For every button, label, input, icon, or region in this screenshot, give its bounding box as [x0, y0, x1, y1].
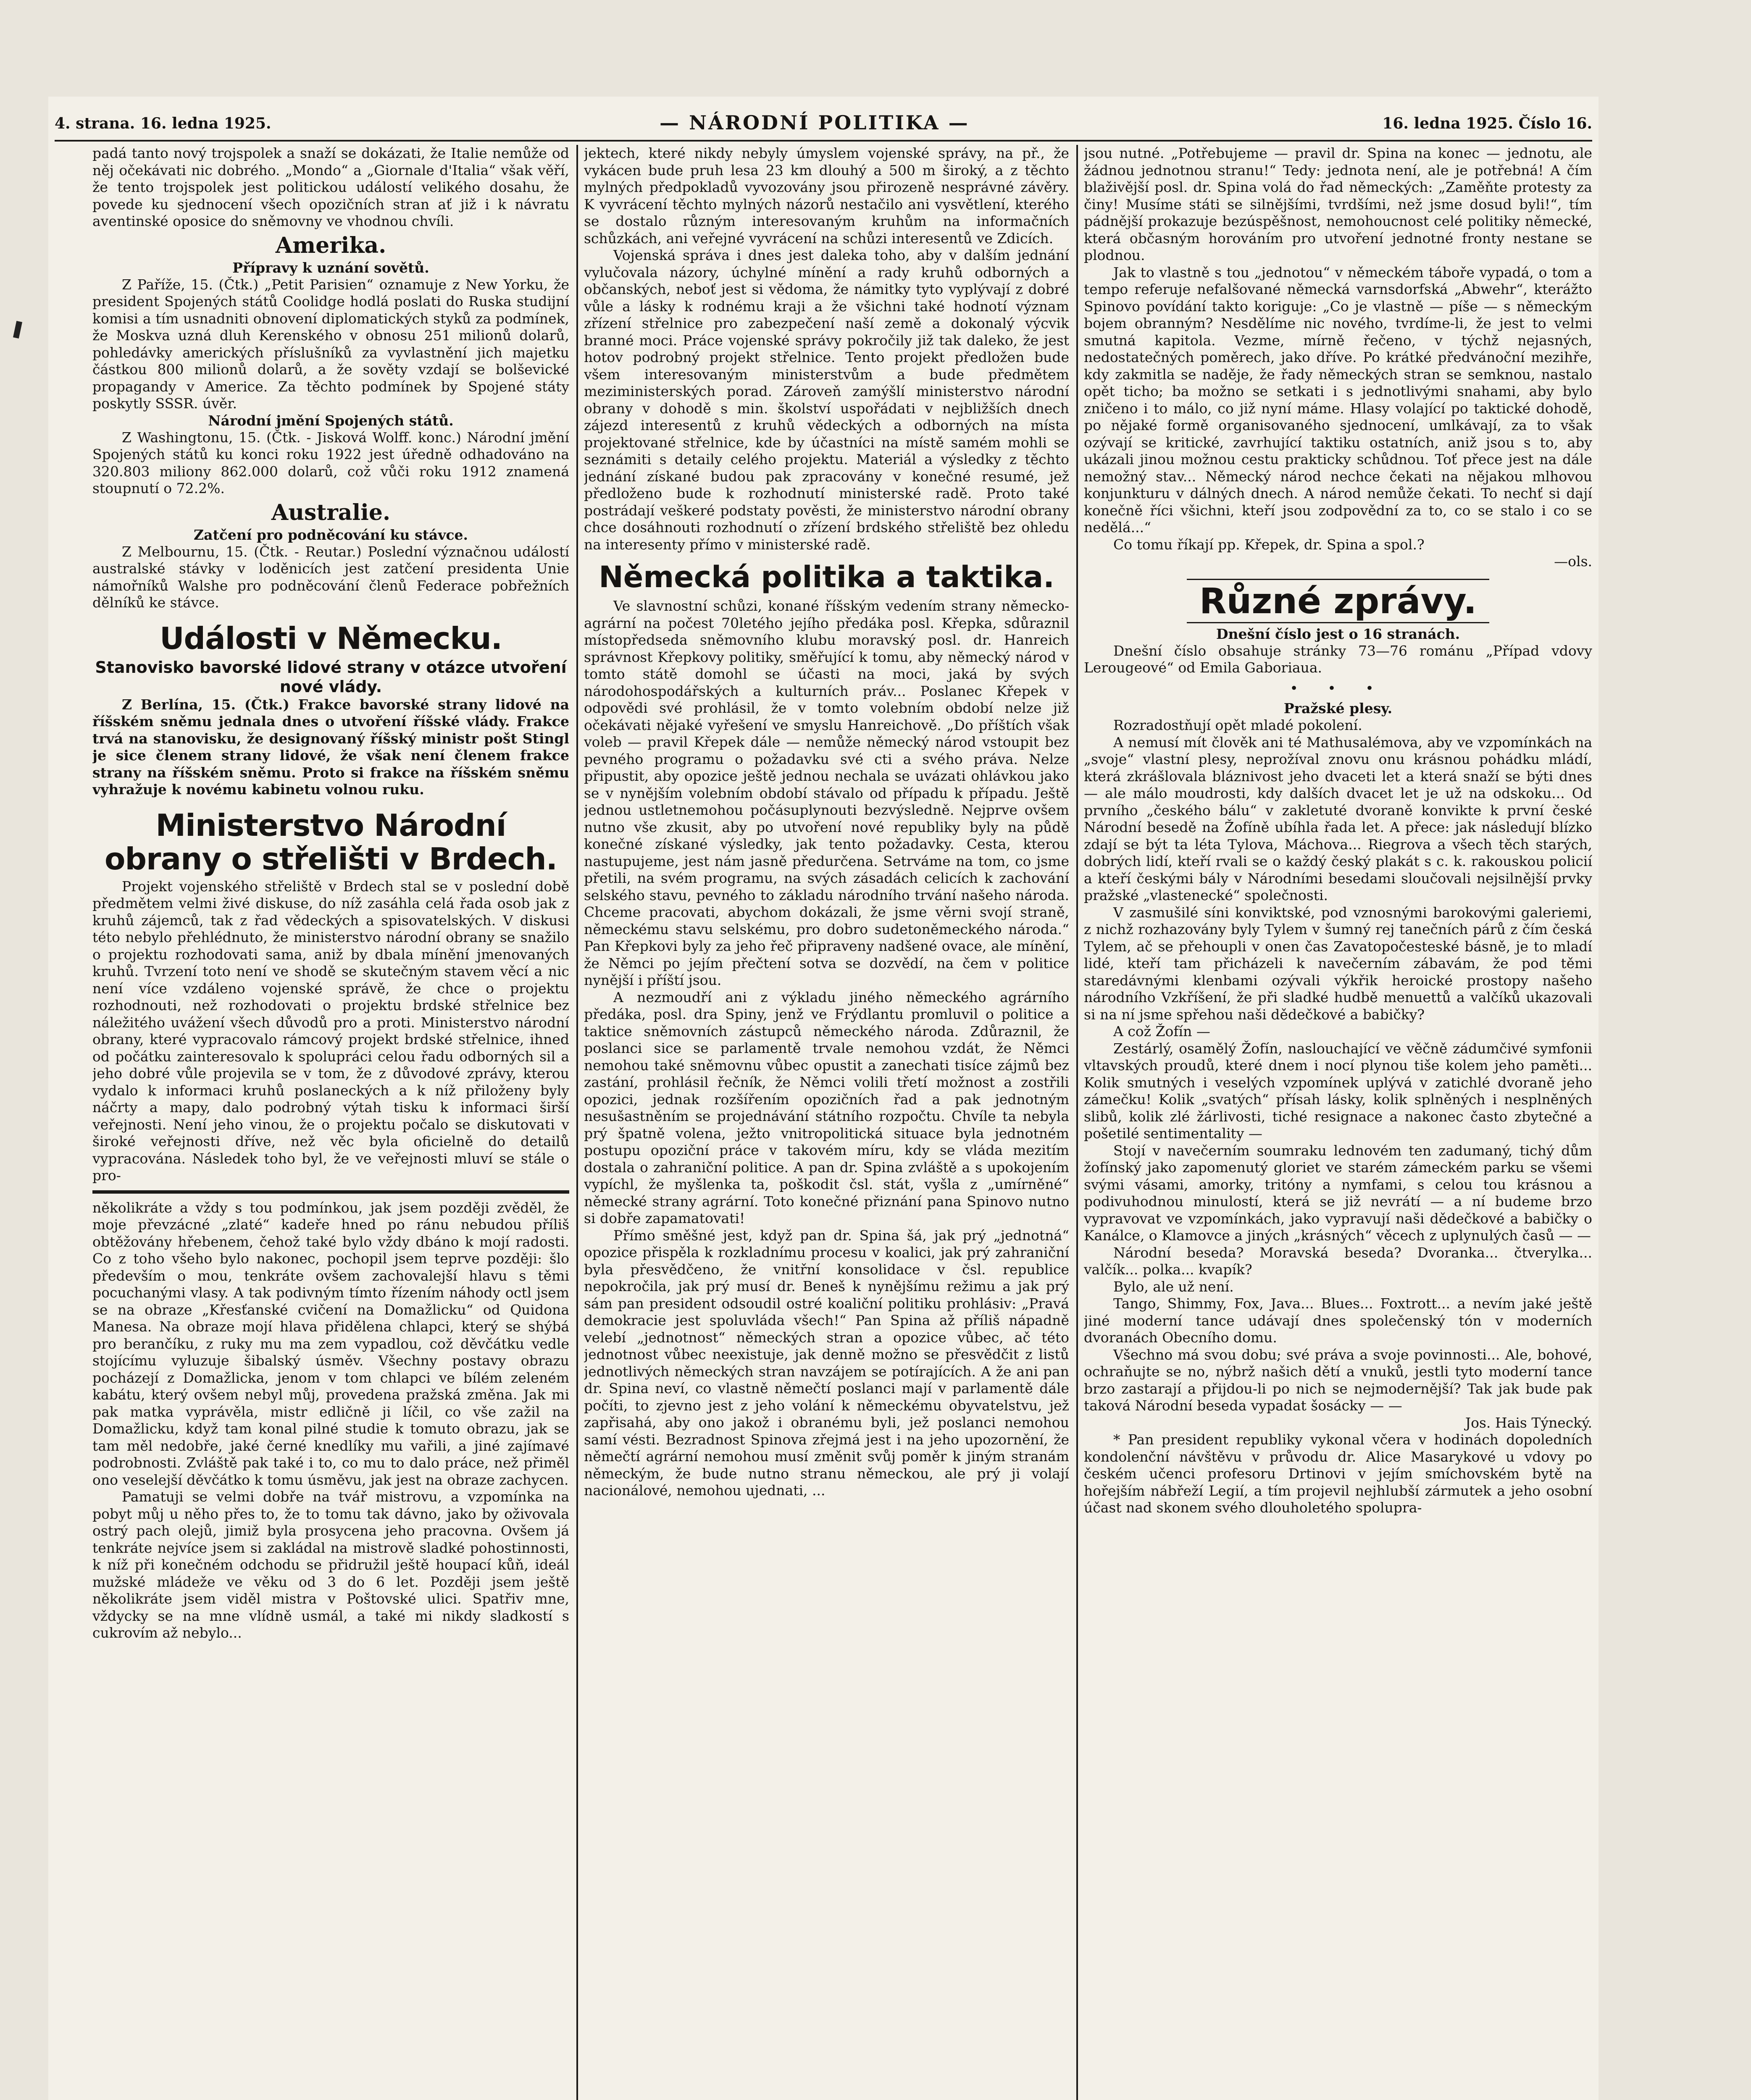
article-text: Dnešní číslo obsahuje stránky 73—76 románu „Případ vdovy Lerougeové“ od Emila Gaboriaua.: [1084, 642, 1592, 676]
separator-dots: • • •: [1290, 680, 1386, 696]
headline: Německá politika a taktika.: [599, 560, 1054, 594]
headline: Události v Německu.: [160, 620, 502, 656]
article-text: Z Paříže, 15. (Čtk.) „Petit Parisien“ oznamuje z New Yorku, že president Spojených států Coolidge hodlá poslati do Ruska studijní komisi a tím usnadniti obnovení diplomatických styků za podmínek, že Moskva uzná dluh Kerenského v obnosu 251 milionů dolarů, pohledávky amerických příslušníků za vyvlastnění jich majetku částkou 800 milionů dolarů, a že sověty vzdají se bolševické propagandy v Americe. Za těchto podmínek by Spojené státy poskytly SSSR. úvěr.: [92, 276, 569, 412]
section-heading: Australie.: [271, 499, 391, 525]
article-text: jsou nutné. „Potřebujeme — pravil dr. Spina na konec — jednotu, ale žádnou jednotnou stranu!“ Tedy: jednota není, ale je potřebná! A čím blaživější posl. dr. Spina volá do řad německých: „Zaměňte protesty za činy! Musíme státi se silnějšími, tvrdšími, než jsme dosud byli!“, tím pádnější prokazuje bezúspěšnost, nemohoucnost celé politiky německé, která občasným horováním pro utvoření jednotné fronty nestane se plodnou.: [1084, 145, 1592, 263]
page-header: [55, 107, 1592, 141]
feuilleton-rule: [92, 1190, 569, 1194]
feuilleton-text: Pamatuji se velmi dobře na tvář mistrovu, a vzpomínka na pobyt můj u něho přes to, že to tomu tak dávno, jako by oživovala ostrý pach olejů, jimiž byla prosycena jeho pracovna. Ovšem já tenkráte nejvíce jsem si zakládal na mistrově sladké pohostinnosti, k níž při konečném odchodu se přidružil ještě houpací kůň, ideál mužské mládeže ve věku od 3 do 6 let. Později jsem ještě několikráte jsem viděl mistra v Poštovské ulici. Spatřiv mne, vždycky se na mne vlídně usmál, a také mi nikdy sladkostí s cukrovím až nebylo...: [92, 1488, 569, 1641]
subheading: Stanovisko bavorské lidové strany v otázce utvoření nové vlády.: [95, 658, 567, 696]
header-rule: [55, 140, 1592, 142]
article-text: Co tomu říkají pp. Křepek, dr. Spina a spol.?: [1113, 536, 1425, 553]
article-text: * Pan president republiky vykonal včera v hodinách dopoledních kondolenční návštěvu v průvodu dr. Alice Masarykové u vdovy po českém učenci profesoru Drtinovi v jejím smíchovském bytě na hořejším nábřeží Legií, a tím projevil nejhlubší zármutek a jeho osobní účast nad skonem svého dlouholetého spolupra-: [1084, 1431, 1592, 1516]
article-text: V zasmušilé síni konviktské, pod vznosnými barokovými galeriemi, z nichž rozhazovány byly Tylem v šumný rej tanečních párů z čím česká Tylem, ač se přehoupli v onen čas Zavatopočesteské básně, je to mladí lidé, kteří tam přicházeli k navečerním zábavám, že pod těmi staredávnými klenbami ozývali výkřik heroické prostopy našeho národního Vzkříšení, že při sladké hudbě menuettů a valčíků ukazovali si na ní jsme spřehou naši dědečkové a babičky?: [1084, 904, 1592, 1023]
article-text: Ve slavnostní schůzi, konané říšským vedením strany německo-agrární na počest 70letého jejího předáka posl. Křepka, sdůraznil místopředseda sněmovního klubu moravský posl. dr. Hanreich správnost Křepkovy politiky, směřující k tomu, aby německý národ v tomto státě domohl se účasti na moci, jaká by svých národohospodářských a kulturních práv... Poslanec Křepek v odpovědi své prohlásil, že v tomto volebním období nelze již očekávati nějaké vyřešení ve smyslu Hanreichově. „Do příštích však voleb — pravil Křepek dále — nemůže německý národ vstoupit bez pevného programu o požadavku své cti a svého práva. Nelze připustit, aby opozice ještě jednou nechala se uvázati ohlávkou jako se v nynějším volebním období stávalo od případu k případu. Ještě jednou ustletnemohou počásuplynouti bezvýsledně. Nejprve ovšem nutno vše zkusit, aby po utvoření nové republiky byly na půdě konečné získané výsledky, jak tento požadavky. Cesta, kterou nastupujeme, jest nám jasně předurčena. Setrváme na tom, co jsme přetili, na svém programu, na svých zásadách celicích k zachování selského stavu, pevného to základu národního trvání našeho národa. Chceme pracovati, abychom dokázali, že jsme věrni svojí straně, německému stavu selskému, pro dobro sudetoněmeckého národa.“ Pan Křepkovi byly za jeho řeč připraveny nadšené ovace, ale mínění, že Němci po jejím přečtení sotva se dozvědí, na čem v politice nynější i příští jsou.: [584, 598, 1069, 988]
article-text: Rozradostňují opět mladé pokolení.: [1113, 717, 1362, 733]
article-text: Všechno má svou dobu; své práva a svoje povinnosti... Ale, bohové, ochraňujte se no, nýbrž našich dětí a vnuků, jestli tyto moderní tance brzo zastarají a přijdou-li po nich se nejmodernější? Tak jak bude pak taková Národní beseda vypadat šosácky — —: [1084, 1346, 1592, 1414]
article-text: Jak to vlastně s tou „jednotou“ v německém táboře vypadá, o tom a tempo referuje nefalšované německá varnsdorfská „Abwehr“, kterážto Spinovo povídání takto koriguje: „Co je vlastně — píše — s německým bojem obranným? Nesdělíme nic nového, tvrdíme-li, že jest to velmi smutná kapitola. Vezme, mírně řečeno, v týchž nejasných, nedostatečných poměrech, jako dříve. Po krátké předvánoční mezihře, kdy zakmitla se naděje, že řady německých stran se semknou, nastalo opět ticho; ba možno se setkati i s jednotlivými snahami, aby bylo zničeno i to málo, co již nyní máme. Hlasy volající po taktické dohodě, po nějaké formě organisovaného sjednocení, umlkávají, za to však ozývají se kritické, zavrhující taktiku ostatních, aniž jsou s to, aby ukázali jinou možnou cestu prakticky schůdnou. Toť přece jest na dále nemožný stav... Německý národ nechce čekati na nějakou mlhovou konjunkturu v dálných dnech. A národ nemůže čekati. To nechť si dají konečně říci všichni, kteří jsou zodpovědní za to, co se stalo i co se nedělá...“: [1084, 264, 1592, 536]
header-page-info: 4. strana. 16. ledna 1925.: [55, 115, 271, 132]
section-heading: Amerika.: [275, 232, 386, 258]
article-text: Národní beseda? Moravská beseda? Dvoranka... čtverylka... valčík... polka... kvapík?: [1084, 1244, 1592, 1278]
binding-mark: [13, 321, 22, 339]
subheading: Přípravy k uznání sovětů.: [232, 259, 429, 276]
article-text: Z Washingtonu, 15. (Čtk. - Jisková Wolff. konc.) Národní jmění Spojených států ku konci roku 1922 jest úředně odhadováno na 320.803 miliony 862.000 dolarů, což vůči roku 1912 znamená stoupnutí o 72.2%.: [92, 429, 569, 496]
article-text: jektech, které nikdy nebyly úmyslem vojenské správy, na př., že vykácen bude pruh lesa 23 km dlouhý a 500 m široký, a z těchto mylných předpokladů vyvozovány jsou přirozeně nesprávné závěry. K vyvrácení těchto mylných názorů nestačilo ani vysvětlení, kterého se dostalo různým interesovaným kruhům na informačních schůzkách, ani veřejné vyvrácení na schůzi interesentů ve Zdicích.: [584, 145, 1069, 247]
article-text: Z Berlína, 15. (Čtk.) Frakce bavorské strany lidové na říšském sněmu jednala dnes o utvoření říšské vlády. Frakce trvá na stanovisku, že designovaný říšský ministr pošt Stingl je sice členem strany lidové, že však není členem frakce strany na říšském sněmu. Proto si frakce na říšském sněmu vyhražuje k novému kabinetu volnou ruku.: [92, 696, 569, 798]
column-2: [584, 145, 1069, 2100]
article-text: A nemusí mít člověk ani té Mathusalémova, aby ve vzpomínkách na „svoje“ vlastní plesy, neprožíval znovu onu krásnou pohádku mládí, která zkrášlovala bláznivost jeho dvaceti let a která snaží se býti dnes — ale málo moudrosti, kdy dalších dvacet let je už na odskoku... Od prvního „českého bálu“ v zakletuté dvoraně konvikte k první české Národní besedě na Žofíně ubíhla řada let. A přece: jak následují blízko zdají se být ta léta Tylova, Máchova... Riegrova a všech těch starých, dobrých lidí, kteří rvali se o každý český plakát s c. k. rakouskou policií a kteří českými bály v Národními besedami sloučovali nejsilnější prvky pražské „vlastenecké“ společnosti.: [1084, 734, 1592, 903]
header-issue-info: 16. ledna 1925. Číslo 16.: [1382, 115, 1592, 132]
article-text: A což Žofín —: [1113, 1023, 1210, 1040]
article-text: padá tanto nový trojspolek a snaží se dokázati, že Italie nemůže od něj očekávati nic dobrého. „Mondo“ a „Giornale d'Italia“ však věří, že tento trojspolek jest politickou událostí velikého dosahu, že povede ku sjednocení všech opozičních stran ať již i k návratu aventinské oposice do sněmovny ve vhodnou chvíli.: [92, 145, 569, 229]
article-text: A nezmoudří ani z výkladu jiného německého agrárního předáka, posl. dra Spiny, jenž ve Frýdlantu promluvil o politice a taktice sněmovních zástupců německého národa. Zdůraznil, že poslanci sice se parlamentě trvale nemohou vzdát, že Němci nemohou také sněmovnu vůbec opustit a zanechati tisíce zájmů bez zastání, prohlásil řečník, že Němci volili třetí možnost a zostřili opozici, jednak rozšířením opozičních řad a pak jednotným nesušastněním se projednávání státního rozpočtu. Chvíle ta nebyla prý špatně volena, ježto vnitropolitická situace byla jednotném postupu opoziční práce v takovém míru, kdy se vláda mezitím dostala o zahraniční politice. A pan dr. Spina zvláště a s upokojením vypíchl, že myšlenka ta, poškodit čsl. stát, vyšla z „umírněné“ německé strany agrární. Toto konečné přiznání pana Spinovo nutno si dobře zapamatovati!: [584, 989, 1069, 1226]
feuilleton-text: několikráte a vždy s tou podmínkou, jak jsem později zvěděl, že moje převzácné „zlaté“ kadeře hned po ránu nebudou příliš obtěžovány hřebenem, čehož také bylo vždy dbáno k mojí radosti. Co z toho všeho bylo nakonec, pochopil jsem teprve později: šlo především o mou, tenkráte ovšem zachovalejší hlavu s těmi pocuchanými vlasy. A tak podivným tímto řízením náhody octl jsem se na obraze „Křesťanské cvičení na Domažlicku“ od Quidona Manesa. Na obraze mojí hlava přidělena chlapci, který se shýbá pro berančíku, z ruky mu ma zem vypadlou, což děvčátku vedle stojícímu vyluzuje šibalský úsměv. Všechny postavy obrazu pocházejí z Domažlicka, jenom v tom chlapci ve bílém zeleném kabátu, který ovšem nebyl můj, provedena pražská změna. Jak mi pak matka vyprávěla, mistr edličně ji líčil, co vše zažil na Domažlicku, když tam konal pilné studie k tomuto obrazu, jak se tam měl nedobře, jaké černé knedlíky mu vařili, a jiné zajímavé podrobnosti. Zvláště pak také i to, co mu to dalo práce, než přiměl ono veselejší děvčátko k tomu úsměvu, jak jest na obraze zachycen.: [92, 1199, 569, 1488]
article-text: Stojí v navečerním soumraku lednovém ten zadumaný, tichý dům žofínský jako zapomenutý gloriet ve starém zámeckém parku se všemi svými vásami, amorky, tritóny a nymfami, s celou tou krásnou a podivuhodnou minulostí, která se již nevrátí — a ní budeme brzo vypravovat ve vzpomínkách, jako vypravují naši dědečkové a babičky o Kanálce, o Klamovce a jiných „krásných“ věcech z uplynulých časů — —: [1084, 1142, 1592, 1244]
article-text: Přímo směšné jest, když pan dr. Spina šá, jak prý „jednotná“ opozice přispěla k rozkladnímu procesu v koalici, jak prý zahraniční byla přesvědčeno, že vnitřní konsolidace v čsl. republice nepokročila, jak prý musí dr. Beneš k nynějšímu režimu a jak prý sám pan president odsoudil ostré koaliční politiku prohlásiv: „Pravá demokracie jest spoluvláda všech!“ Pan Spina až příliš nápadně velebí „jednotnost“ německých stran a opozice vůbec, ač této jednotnost vůbec neexistuje, jak denně možno se přesvědčit z listů jednotlivých německých stran navzájem se potírajících. A že ani pan dr. Spina neví, co vlastně němečtí poslanci mají v parlamentě dále počíti, to zjevno jest z jeho volání k německému obyvatelstvu, jež zapřisahá, aby ono jakož i obranému byli, jež poslanci nemohou samí vésti. Bezradnost Spinova zřejmá jest i na jeho upozornění, že němečtí agrární nemohou musí změnit svůj poměr k jiným stranám německým, že bude nutno stranu německou, ale prý ji volají nacionálové, nemohou ujednati, ...: [584, 1227, 1069, 1499]
masthead-title: — NÁRODNÍ POLITIKA —: [660, 111, 970, 134]
article-text: Tango, Shimmy, Fox, Java... Blues... Foxtrott... a nevím jaké ještě jiné moderní tance udávají dnes společenský tón v moderních dvoranách Obecního domu.: [1084, 1295, 1592, 1346]
column-1: [92, 145, 569, 2100]
author-signature: —ols.: [1554, 553, 1592, 570]
subheading: Pražské plesy.: [1283, 700, 1393, 717]
article-text: Bylo, ale už není.: [1113, 1278, 1234, 1295]
article-text: Projekt vojenského střeliště v Brdech stal se v poslední době předmětem velmi živé diskuse, do níž zasáhla celá řada osob jak z kruhů zájemců, tak z řad vědeckých a spisovatelských. V diskusi této nebylo přehlédnuto, že ministerstvo národní obrany se snažilo o projektu rozhodovati sama, aniž by dbala mínění jmenovaných kruhů. Tvrzení toto není ve shodě se skutečným stavem věcí a nic není více vzdáleno vojenské správě, že chce o projektu rozhodnouti, než rozhodovati o projektu brdské střelnice bez náležitého uvážení všech důvodů pro a proti. Ministerstvo národní obrany, které vypracovalo rámcový projekt brdské střelnice, ihned od počátku zainteresovalo k spolupráci celou řadu odborných sil a jeho dobré vůle projevila se v tom, že z důvodové zprávy, kterou vydalo k informaci kruhů poslaneckých a k níž přiloženy byly náčrty a mapy, dalo podrobný výtah tisku k informaci širší veřejnosti. Není jeho vinou, že o projektu počalo se diskutovati v široké veřejnosti dříve, než věc byla oficielně do detailů vypracována. Následek toho byl, že ve veřejnosti mluví se stále o pro-: [92, 878, 569, 1184]
author-signature: Jos. Hais Týnecký.: [1465, 1414, 1592, 1431]
column-divider-1: [576, 145, 578, 2100]
section-title: Různé zprávy.: [1187, 579, 1489, 623]
article-text: Z Melbournu, 15. (Čtk. - Reutar.) Poslední význačnou událostí australské stávky v loděnicích jest zatčení presidenta Unie námořníků Walshe pro podněcování členů Federace pobřežních dělníků ke stávce.: [92, 543, 569, 611]
article-text: Vojenská správa i dnes jest daleka toho, aby v dalším jednání vylučovala názory, úchylné mínění a rady kruhů odborných a občanských, neboť jest si vědoma, že námitky tyto vyplývají z dobré vůle a lásky k rodnému kraji a že všichni také hodnotí význam zřízení střelnice pro zabezpečení naší země a dokonalý výcvik branné moci. Práce vojenské správy pokročily již tak daleko, že jest hotov podrobný projekt střelnice. Tento projekt předložen bude všem interesovaným ministerstvům a bude předmětem meziministerských porad. Zároveň zamýšlí ministerstvo národní obrany v dohodě s min. školství uspořádati v nejbližších dnech zájezd interesentů z kruhů vědeckých a odborných na místa projektované střelnice, kde by účastníci na místě samém mohli se seznámiti s detaily celého projektu. Materiál a výsledky z těchto jednání získané budou pak zpracovány v konečné resumé, jež předloženo bude k rozhodnutí ministerské radě. Proto také postrádají veškeré podstaty pověsti, že ministerstvo národní obrany chce dosáhnouti rozhodnutí o zřízení brdského střeliště bez ohledu na interesenty přímo v ministerské radě.: [584, 247, 1069, 553]
subheading: Zatčení pro podněcování ku stávce.: [194, 526, 468, 543]
column-3: [1084, 145, 1592, 2100]
subheading: Národní jmění Spojených států.: [208, 412, 454, 429]
headline: Ministerstvo Národní obrany o střelišti v Brdech.: [105, 807, 557, 877]
column-divider-2: [1076, 145, 1078, 2100]
subheading: Dnešní číslo jest o 16 stranách.: [1216, 625, 1460, 642]
article-text: Zestárlý, osamělý Žofín, naslouchající ve věčně zádumčivé symfonii vltavských proudů, které dnem i nocí plynou tiše kolem jeho paměti... Kolik smutných i veselých vzpomínek uplývá v zatichlé dvoraně jeho zámečku! Kolik „svatých“ přísah lásky, kolik splněných i nesplněných slibů, kolik zlé žárlivosti, tiché resignace a nakonec často zbytečné a pošetilé sentimentality —: [1084, 1040, 1592, 1142]
